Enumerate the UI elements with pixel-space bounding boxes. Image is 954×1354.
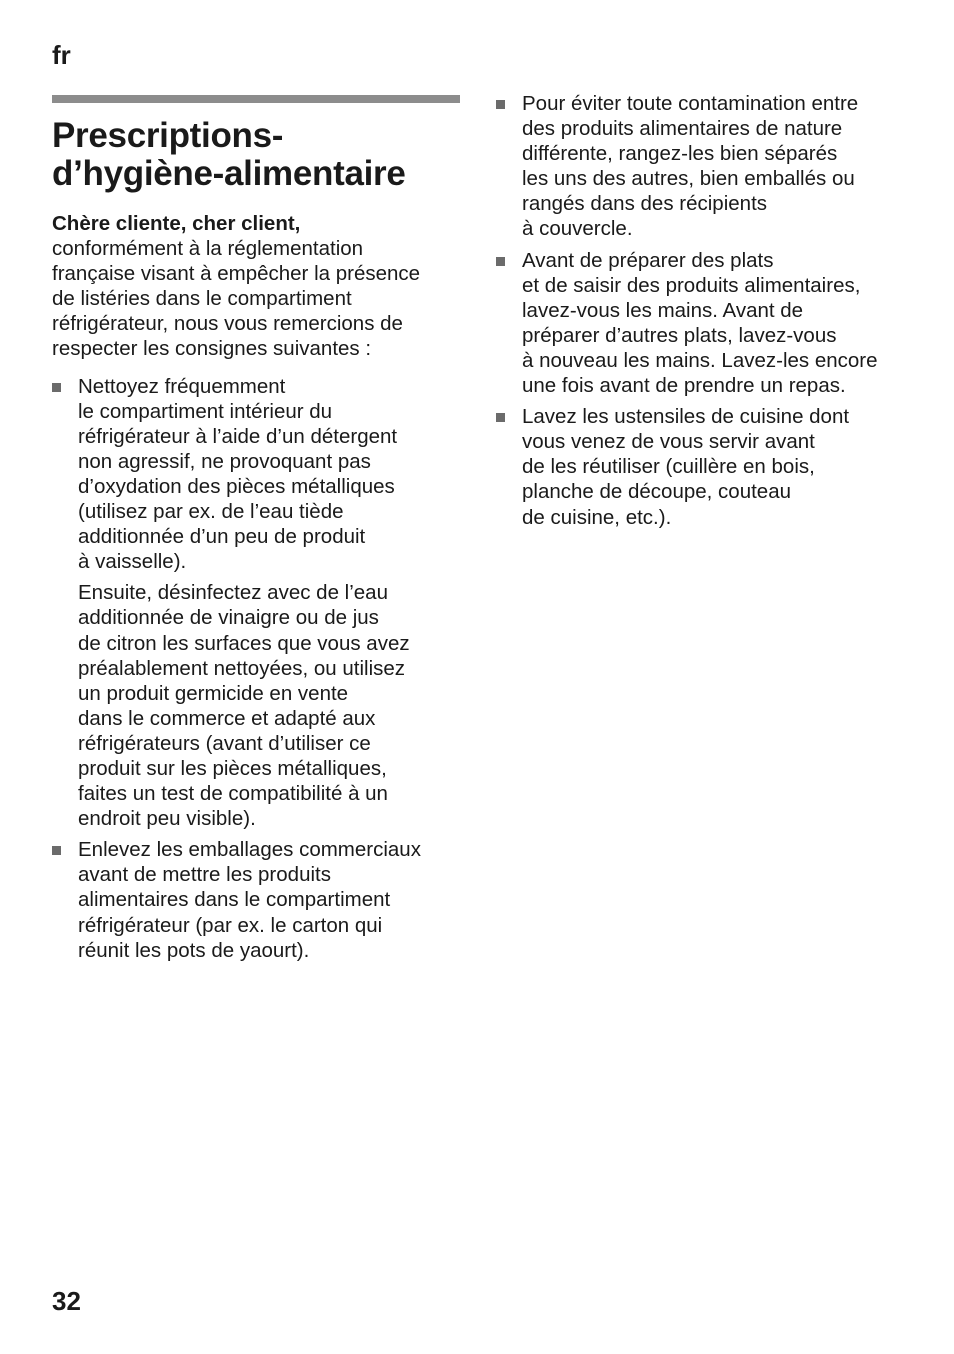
bullet-line: planche de découpe, couteau bbox=[522, 480, 792, 504]
bullet-line: les uns des autres, bien emballés ou bbox=[522, 167, 855, 191]
bullet-line: Pour éviter toute contamination entre bbox=[522, 92, 859, 115]
page-title bbox=[52, 117, 460, 193]
language-code: fr bbox=[52, 40, 71, 70]
bullet-line: Nettoyez fréquemment bbox=[78, 374, 286, 398]
intro-line: de listéries dans le compartiment bbox=[52, 287, 352, 311]
bullet-line: à couvercle. bbox=[522, 217, 633, 241]
bullet-line: des produits alimentaires de nature bbox=[522, 117, 843, 141]
list-item bbox=[496, 248, 908, 399]
bullet-line: à vaisselle). bbox=[78, 550, 187, 574]
title-line: Prescriptions- bbox=[52, 116, 284, 155]
bullet-line: Enlevez les emballages commerciaux bbox=[78, 838, 421, 862]
bullet-line: le compartiment intérieur du bbox=[78, 399, 333, 423]
bullet-line: vous venez de vous servir avant bbox=[522, 430, 815, 454]
bullet-line: réfrigérateurs (avant d’utiliser ce bbox=[78, 731, 371, 755]
bullet-line: préparer d’autres plats, lavez-vous bbox=[522, 323, 837, 347]
intro-line: conformément à la réglementation bbox=[52, 237, 364, 261]
bullet-line: réfrigérateur à l’aide d’un détergent bbox=[78, 424, 398, 448]
bullet-line: (utilisez par ex. de l’eau tiède bbox=[78, 500, 344, 524]
bullet-line: dans le commerce et adapté aux bbox=[78, 706, 376, 730]
intro-line: respecter les consignes suivantes : bbox=[52, 337, 372, 361]
list-item bbox=[52, 374, 460, 832]
left-bullet-list bbox=[52, 374, 460, 963]
bullet-line: Avant de préparer des plats bbox=[522, 248, 774, 272]
page-number: 32 bbox=[52, 1286, 81, 1316]
bullet-line: d’oxydation des pièces métalliques bbox=[78, 474, 395, 498]
bullet-line: un produit germicide en vente bbox=[78, 681, 349, 705]
bullet-line: endroit peu visible). bbox=[78, 807, 256, 831]
bullet-line: additionnée de vinaigre ou de jus bbox=[78, 606, 379, 630]
bullet-line: rangés dans des récipients bbox=[522, 192, 768, 216]
salutation: Chère cliente, cher client, bbox=[52, 212, 301, 235]
title-line: d’hygiène-alimentaire bbox=[52, 154, 406, 193]
bullet-line: de citron les surfaces que vous avez bbox=[78, 631, 410, 655]
square-bullet-icon bbox=[496, 257, 505, 266]
bullet-line: et de saisir des produits alimentaires, bbox=[522, 273, 861, 297]
right-bullet-list bbox=[496, 91, 908, 530]
bullet-line: une fois avant de prendre un repas. bbox=[522, 374, 846, 398]
bullet-line: à nouveau les mains. Lavez-les encore bbox=[522, 348, 878, 372]
list-item bbox=[52, 837, 460, 962]
bullet-line: produit sur les pièces métalliques, bbox=[78, 756, 387, 780]
square-bullet-icon bbox=[52, 383, 61, 392]
bullet-line: de les réutiliser (cuillère en bois, bbox=[522, 455, 815, 479]
bullet-continuation bbox=[78, 580, 460, 831]
bullet-line: Lavez les ustensiles de cuisine dont bbox=[522, 405, 850, 429]
right-column bbox=[496, 91, 908, 536]
bullet-line: Ensuite, désinfectez avec de l’eau bbox=[78, 581, 388, 605]
bullet-line: différente, rangez-les bien séparés bbox=[522, 142, 838, 166]
bullet-line: lavez-vous les mains. Avant de bbox=[522, 298, 804, 322]
section-rule bbox=[52, 95, 460, 103]
bullet-line: faites un test de compatibilité à un bbox=[78, 782, 388, 806]
bullet-line: réunit les pots de yaourt). bbox=[78, 938, 310, 962]
bullet-line: de cuisine, etc.). bbox=[522, 505, 672, 529]
bullet-line: additionnée d’un peu de produit bbox=[78, 525, 366, 549]
bullet-line: préalablement nettoyées, ou utilisez bbox=[78, 656, 406, 680]
left-column bbox=[52, 95, 460, 969]
bullet-line: alimentaires dans le compartiment bbox=[78, 888, 391, 912]
square-bullet-icon bbox=[52, 846, 61, 855]
bullet-line: non agressif, ne provoquant pas bbox=[78, 449, 371, 473]
list-item bbox=[496, 91, 908, 242]
bullet-line: réfrigérateur (par ex. le carton qui bbox=[78, 913, 383, 937]
square-bullet-icon bbox=[496, 413, 505, 422]
bullet-line: avant de mettre les produits bbox=[78, 863, 331, 887]
intro-paragraph bbox=[52, 211, 460, 362]
intro-line: réfrigérateur, nous vous remercions de bbox=[52, 312, 403, 336]
intro-line: française visant à empêcher la présence bbox=[52, 262, 421, 286]
square-bullet-icon bbox=[496, 100, 505, 109]
list-item bbox=[496, 404, 908, 529]
